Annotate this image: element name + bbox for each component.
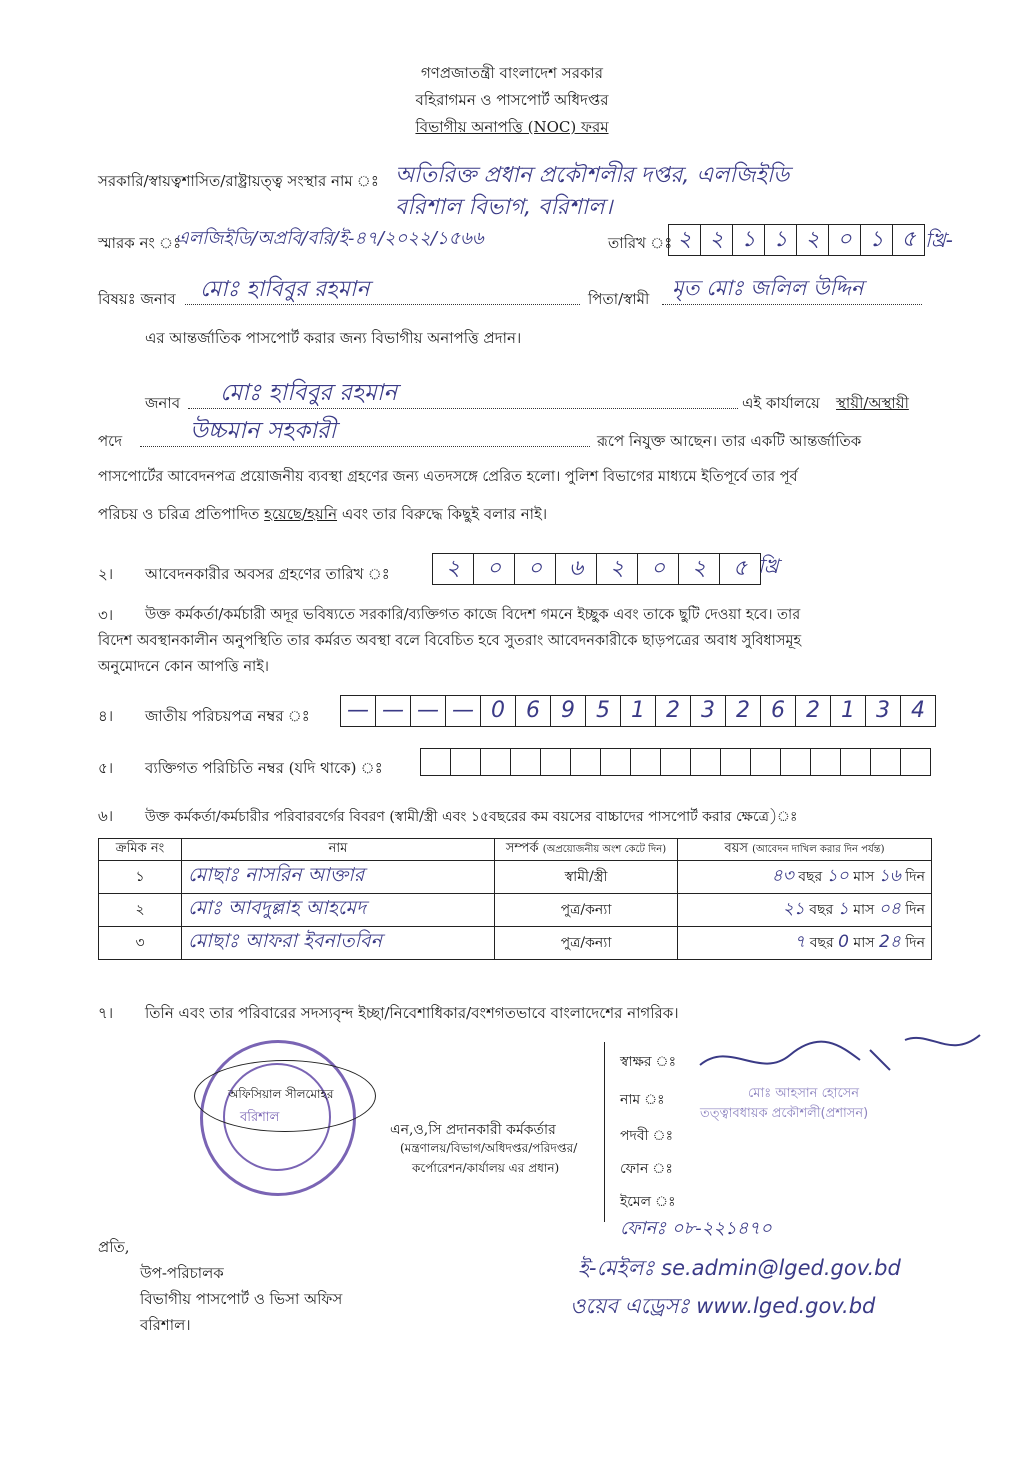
digit-box [541,749,571,775]
item3-line-3: অনুমোদনে কোন আপত্তি নাই। [98,659,269,675]
family-table [98,838,932,960]
unit-month: মাস [853,869,875,885]
header-line-1: গণপ্রজাতন্ত্রী বাংলাদেশ সরকার [420,64,604,82]
digit-box [841,749,871,775]
col-relation-label: সম্পর্ক [505,841,539,856]
digit-box: ৫ [901,227,916,252]
item4-label: জাতীয় পরিচয়পত্র নম্বর ঃ [145,707,310,725]
memo-label: স্মারক নং ঃ [98,234,182,252]
name-label: নাম ঃ [620,1092,665,1108]
col-age [678,839,932,861]
digit-box: ২ [679,554,720,584]
unit-month: মাস [853,902,875,918]
digit-box: ০ [638,554,679,584]
row-age [678,894,932,927]
org-value-line2: বরিশাল বিভাগ, বরিশাল। [395,195,613,220]
officer-name-stamp: মোঃ আহসান হোসেন [748,1086,860,1101]
col-relation [495,839,678,861]
row-sl: ১ [99,861,182,894]
digit-box: ২ [701,225,733,255]
unit-day: দিন [905,869,925,885]
unit-day: দিন [905,935,925,951]
digit-box: ২ [433,554,474,584]
item2-label: আবেদনকারীর অবসর গ্রহণের তারিখ ঃ [145,565,390,583]
item6-num: ৬। [98,807,114,825]
digit-box [811,749,841,775]
row-relation: পুত্র/কন্যা [495,927,678,960]
header-line-2: বহিরাগমন ও পাসপোর্ট অধিদপ্তর [415,91,609,109]
col-sl: ক্রমিক নং [99,839,182,861]
row-days: ১৬ [878,866,901,886]
email-label: ইমেল ঃ [620,1194,676,1210]
digit-box: ০ [829,225,861,255]
item5-num: ৫। [98,759,114,777]
phone-label: ফোন ঃ [620,1161,673,1177]
digit-box: ৬ [556,554,597,584]
phone-handwritten: ফোনঃ ০৮-২২১৪৭০ [620,1218,772,1239]
digit-box: — [341,696,376,726]
digit-box [661,749,691,775]
digit-box: — [376,696,411,726]
para1-line-4-c: এবং তার বিরুদ্ধে কিছুই বলার নাই। [341,505,548,523]
digit-box: ০ [474,554,515,584]
digit-box: ১ [733,225,765,255]
col-age-note: (আবেদন দাখিল করার দিন পর্যন্ত) [752,844,885,855]
designation-label: পদবী ঃ [620,1128,674,1144]
org-label: সরকারি/স্বায়ত্বশাসিত/রাষ্ট্রায়ত্ত্ব সংস্থার নাম ঃ [98,172,379,190]
recipient-to: প্রতি, [98,1238,130,1256]
para1-line-4 [98,503,547,528]
email-handwritten: ই-মেইলঃ se.admin@lged.gov.bd [578,1256,901,1280]
digit-box [421,749,451,775]
digit-box [871,749,901,775]
digit-box [511,749,541,775]
item3-line-1: উক্ত কর্মকর্তা/কর্মচারী অদূর ভবিষ্যতে সরকারি/ব্যক্তিগত কাজে বিদেশ গমনে ইচ্ছুক এবং তাকে ছুটি দেওয়া হবে। তার [145,607,801,623]
digit-box [691,749,721,775]
digit-box: 2 [796,696,831,726]
digit-box [721,749,751,775]
recipient-line-1: উপ-পরিচালক [140,1264,224,1282]
para1-janab: জনাব [145,394,181,412]
digit-box: ৫ [732,556,748,581]
unit-year: বছর [809,935,834,951]
recipient-line-3: বরিশাল। [140,1316,191,1334]
digit-box: 9 [551,696,586,726]
para1-name: মোঃ হাবিবুর রহমান [220,380,398,406]
row-months: ১০ [826,866,849,886]
item2-num: ২। [98,565,114,583]
row-years: ৭ [794,932,806,952]
para1-pode: পদে [98,432,123,450]
signature-scribble [690,1020,990,1090]
noc-officer-line-2: (মন্ত্রণালয়/বিভাগ/অধিদপ্তর/পরিদপ্তর/ [400,1141,578,1155]
personal-id-boxes [420,748,931,776]
digit-box [481,749,511,775]
row-name: মোছাঃ আফরা ইবনাতবিন [182,927,495,960]
col-name: নাম [182,839,495,861]
digit-box [601,749,631,775]
unit-day: দিন [905,902,925,918]
row-relation: পুত্র/কন্যা [495,894,678,927]
digit-box: 2 [726,696,761,726]
digit-box [631,749,661,775]
item3-line-2: বিদেশ অবস্থানকালীন অনুপস্থিতি তার কর্মরত অবস্থা বলে বিবেচিত হবে সুতরাং আবেদনকারীকে ছাড়পত্রের অবাধ সুবিধাসমূহ [98,633,802,649]
col-age-label: বয়স [724,841,748,856]
digit-box: 5 [586,696,621,726]
digit-box: ২ [597,554,638,584]
para1-designation: উচ্চমান সহকারী [190,418,337,444]
father-value: মৃত মোঃ জলিল উদ্দিন [672,276,864,300]
item5-label: ব্যক্তিগত পরিচিতি নম্বর (যদি থাকে) ঃ [145,759,383,777]
col-relation-note: (অপ্রয়োজনীয় অংশ কেটে দিন) [542,844,667,855]
row-relation: স্বামী/স্ত্রী [495,861,678,894]
digit-box [451,749,481,775]
item6-label: উক্ত কর্মকর্তা/কর্মচারীর পরিবারবর্গের বিবরণ (স্বামী/স্ত্রী এবং ১৫বছরের কম বয়সের বাচ্চাদের পাসপোর্ট করার ক্ষেত্রে)ঃ [145,809,798,825]
para1-appointed: রূপে নিযুক্ত আছেন। তার একটি আন্তর্জাতিক [597,432,862,450]
web-handwritten: ওয়েব এড্রেসঃ www.lged.gov.bd [570,1294,876,1318]
subject-label: বিষয়ঃ জনাব [98,290,176,308]
digit-box: 3 [691,696,726,726]
table-row [99,927,932,960]
digit-box [571,749,601,775]
digit-box: 4 [911,698,925,723]
digit-box: — [446,696,481,726]
item7-text: তিনি এবং তার পরিবারের সদস্যবৃন্দ ইচ্ছা/নিবেশাধিকার/বংশগতভাবে বাংলাদেশের নাগরিক। [145,1004,679,1022]
unit-year: বছর [809,902,834,918]
table-row [99,894,932,927]
row-days: ০৪ [878,899,901,919]
row-days: 2৪ [878,932,901,952]
item4-num: ৪। [98,707,114,725]
memo-value: এলজিইডি/অপ্রবি/বরি/ই-৪৭/২০২২/১৫৬৬ [175,228,484,249]
unit-year: বছর [798,869,823,885]
digit-box [901,749,930,775]
nid-boxes [340,695,936,727]
para1-line-4-a: পরিচয় ও চরিত্র প্রতিপাদিত [98,505,260,523]
retirement-date-suffix: খ্রি [758,554,779,578]
recipient-line-2: বিভাগীয় পাসপোর্ট ও ভিসা অফিস [140,1290,343,1308]
digit-box: ২ [669,225,701,255]
subject-name: মোঃ হাবিবুর রহমান [200,277,370,302]
row-name: মোঃ আবদুল্লাহ আহমেদ [182,894,495,927]
para1-line-3: পাসপোর্টের আবেদনপত্র প্রয়োজনীয় ব্যবস্থা গ্রহণের জন্য এতদসঙ্গে প্রেরিত হলো। পুলিশ বিভাগের মাধ্যমে ইতিপূর্বে তার পূর্ব [98,469,798,485]
noc-officer-line-3: কর্পোরেশন/কার্যালয় এর প্রধান) [412,1161,560,1175]
officer-designation-stamp: তত্ত্বাবধায়ক প্রকৌশলী(প্রশাসন) [700,1106,869,1121]
digit-box: ১ [861,225,893,255]
digit-box: 3 [866,696,901,726]
stamp-city: বরিশাল [240,1110,280,1125]
unit-month: মাস [853,935,875,951]
subject-line-2: এর আন্তর্জাতিক পাসপোর্ট করার জন্য বিভাগীয় অনাপত্তি প্রদান। [145,329,522,347]
row-months: ১ [837,899,849,919]
father-label: পিতা/স্বামী [588,290,650,308]
para1-office-status: স্থায়ী/অস্থায়ী [836,394,909,412]
digit-box: 6 [516,696,551,726]
official-seal-label: অফিসিয়াল সীলমোহর [228,1087,334,1101]
table-row [99,861,932,894]
memo-date-boxes [668,224,925,256]
row-years: ২১ [782,899,805,919]
org-value-line1: অতিরিক্ত প্রধান প্রকৌশলীর দপ্তর, এলজিইডি [395,163,790,188]
digit-box: ০ [515,554,556,584]
row-sl: ২ [99,894,182,927]
digit-box: 6 [761,696,796,726]
row-age [678,861,932,894]
digit-box: 1 [621,696,656,726]
memo-date-suffix: খ্রি- [925,228,953,252]
row-sl: ৩ [99,927,182,960]
family-table-header [99,839,932,861]
digit-box: ১ [765,225,797,255]
digit-box: 0 [481,696,516,726]
row-years: ৪৩ [771,866,794,886]
digit-box: 2 [656,696,691,726]
form-title: বিভাগীয় অনাপত্তি (NOC) ফরম [415,118,609,136]
row-months: 0 [838,932,849,952]
row-age [678,927,932,960]
para1-office-text: এই কার্যালয়ে [742,394,820,412]
memo-date-label: তারিখ ঃ [608,234,673,252]
noc-officer-line-1: এন,ও,সি প্রদানকারী কর্মকর্তার [390,1122,556,1138]
digit-box: 1 [831,696,866,726]
row-name: মোছাঃ নাসরিন আক্তার [182,861,495,894]
digit-box: ২ [797,225,829,255]
para1-verified-status: হয়েছে/হয়নি [264,505,338,523]
signature-divider [604,1042,605,1222]
digit-box: — [411,696,446,726]
digit-box [751,749,781,775]
item7-num: ৭। [98,1004,114,1022]
retirement-date-boxes [432,553,761,585]
sign-label: স্বাক্ষর ঃ [620,1054,677,1070]
digit-box [781,749,811,775]
item3-num: ৩। [98,606,114,624]
